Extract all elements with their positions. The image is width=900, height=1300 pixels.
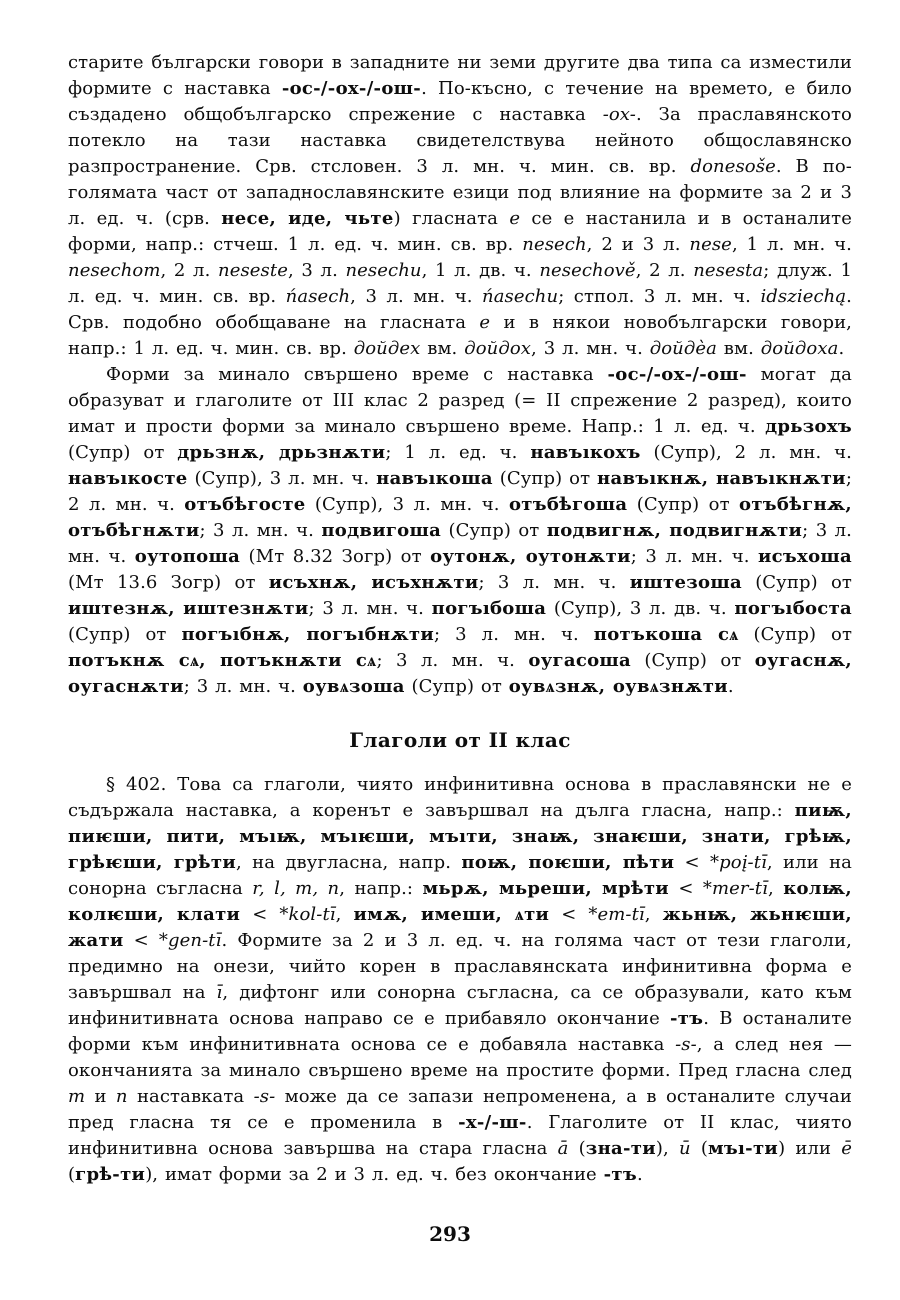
old-cyrillic-text: пиѭ, пиѥши, пити, мъıѭ, мъıѥши, мъıти, знаѭ, знаѥши, знати, грѣѭ, грѣѥши, грѣти <box>68 800 852 873</box>
body-text: ( <box>568 1138 586 1159</box>
italic-text: -s- <box>675 1034 697 1055</box>
italic-text: ńasechu <box>482 286 559 307</box>
body-text: . В останалите форми към инфинитивната основа се е добавяла наставка <box>68 1008 853 1055</box>
italic-text: nese <box>689 234 732 255</box>
body-text: . Формите за 2 и 3 л. ед. ч. на голяма част от тези глаголи, предимно на онези, чийто корен в праславянската инфинитивна форма е завършвал на <box>68 930 852 1003</box>
body-text: ; 1 л. ед. ч. <box>385 442 531 463</box>
body-text: може да се запази непроменена, а в останалите случаи пред гласна тя се е променила в <box>68 1086 852 1133</box>
body-text: (Супр), 3 л. мн. ч. <box>305 494 509 515</box>
old-cyrillic-text: -х-/-ш- <box>458 1112 527 1133</box>
old-cyrillic-text: поѭ, поѥши, пѣти <box>461 852 675 873</box>
body-text: (Супр) от <box>441 520 547 541</box>
body-text: < <box>668 878 703 899</box>
italic-text: nesechově <box>539 260 636 281</box>
italic-text: -ox- <box>602 104 636 125</box>
body-text: ; 3 л. мн. ч. <box>68 520 852 567</box>
body-text: , а след нея — окончанията за минало свършено време на простите форми. Пред гласна след <box>68 1034 853 1081</box>
italic-text: е <box>479 312 491 333</box>
body-text: ; 3 л. мн. ч. <box>478 572 630 593</box>
old-cyrillic-text: навъıкосте <box>68 468 188 489</box>
old-cyrillic-text: оутонѫ, оутонѫти <box>430 546 631 567</box>
italic-text: idsziechą <box>760 286 847 307</box>
italic-text: ū <box>679 1138 691 1159</box>
body-text: , или на сонорна съгласна <box>68 852 852 899</box>
body-text: , 1 л. мн. ч. <box>731 234 852 255</box>
italic-text: nesech <box>522 234 587 255</box>
old-cyrillic-text: имѫ, имеши, ѧти <box>353 904 550 925</box>
body-text: < <box>674 852 711 873</box>
old-cyrillic-text: оувѧзоша <box>302 676 405 697</box>
body-text: ; 3 л. мн. ч. <box>183 676 303 697</box>
body-text: (Мт 13.6 Зогр) от <box>68 572 269 593</box>
body-text: < <box>240 904 280 925</box>
body-text: ; 3 л. мн. ч. <box>199 520 322 541</box>
body-text: (Супр) от <box>68 624 182 645</box>
italic-text: -s- <box>253 1086 276 1107</box>
old-cyrillic-text: погъıбоста <box>734 598 852 619</box>
body-text: старите български говори в западните ни земи другите два типа са изместили формите с наставка <box>68 52 852 99</box>
old-cyrillic-text: -тъ <box>669 1008 704 1029</box>
body-text: (Супр) от <box>627 494 740 515</box>
body-text: , 3 л. мн. ч. <box>531 338 650 359</box>
body-text: ; 3 л. мн. ч. <box>376 650 529 671</box>
italic-text: *poį-tī <box>710 852 767 873</box>
body-text: , 3 л. <box>287 260 346 281</box>
paragraph <box>68 362 852 700</box>
italic-text: дойдох <box>464 338 532 359</box>
italic-text: m <box>68 1086 86 1107</box>
old-cyrillic-text: -ос-/-ох-/-ош- <box>281 78 422 99</box>
old-cyrillic-text: отъбѣгосте <box>184 494 306 515</box>
italic-text: nesechu <box>345 260 422 281</box>
page-number: 293 <box>429 1222 471 1246</box>
italic-text: n <box>115 1086 128 1107</box>
old-cyrillic-text: дрьзнѫ, дрьзнѫти <box>177 442 386 463</box>
italic-text: *kol-tī <box>279 904 336 925</box>
body-text: ) гласната <box>393 208 510 229</box>
italic-text: дойдоха <box>760 338 839 359</box>
body-text: . За праславянското потекло на тази наставка свидетелствува нейното общославянско разпространение. Срв. стсловен. 3 л. мн. ч. мин. св. вр. <box>68 104 852 177</box>
body-text: , 1 л. дв. ч. <box>421 260 540 281</box>
italic-text: *mer-tī <box>702 878 768 899</box>
italic-text: donesoše <box>690 156 776 177</box>
italic-text: ńasech <box>285 286 351 307</box>
italic-text: *em-tī <box>588 904 645 925</box>
old-cyrillic-text: жьнѭ, жьнѥши, жати <box>68 904 853 951</box>
body-text: наставката <box>127 1086 254 1107</box>
old-cyrillic-text: навъıкохъ <box>530 442 641 463</box>
old-cyrillic-text: дрьзохъ <box>765 416 852 437</box>
italic-text: дойдех <box>353 338 421 359</box>
old-cyrillic-text: навъıкнѫ, навъıкнѫти <box>597 468 846 489</box>
body-text: , 3 л. мн. ч. <box>350 286 482 307</box>
body-text: ), имат форми за 2 и 3 л. ед. ч. без окончание <box>145 1164 604 1185</box>
body-text: (Супр), 2 л. мн. ч. <box>640 442 852 463</box>
body-text: и <box>85 1086 116 1107</box>
body-text: ; 3 л. мн. ч. <box>630 546 759 567</box>
body-text: Форми за минало свършено време с наставка <box>106 364 608 385</box>
body-text: ( <box>690 1138 708 1159</box>
body-text: (Супр) от <box>631 650 755 671</box>
italic-text: ē <box>841 1138 852 1159</box>
body-text: ), <box>655 1138 680 1159</box>
body-text: (Супр), 3 л. мн. ч. <box>187 468 377 489</box>
body-text: . По-късно, с течение на времето, е било създадено общобългарско спрежение с наставка <box>68 78 852 125</box>
old-cyrillic-text: зна-ти <box>585 1138 656 1159</box>
body-text: (Супр), 3 л. дв. ч. <box>546 598 735 619</box>
body-text: (Мт 8.32 Зогр) от <box>240 546 431 567</box>
old-cyrillic-text: оугасоша <box>528 650 632 671</box>
old-cyrillic-text: подвигоша <box>321 520 442 541</box>
body-text: вм. <box>420 338 465 359</box>
old-cyrillic-text: исъхоша <box>758 546 852 567</box>
old-cyrillic-text: оугаснѫ, оугаснѫти <box>68 650 852 697</box>
body-text: . <box>838 338 845 359</box>
body-text: (Супр) от <box>404 676 509 697</box>
body-text: , 2 л. <box>160 260 219 281</box>
body-text: . <box>727 676 734 697</box>
old-cyrillic-text: мьрѫ, мьреши, мрѣти <box>422 878 669 899</box>
body-text: (Супр) от <box>492 468 598 489</box>
italic-text: е <box>509 208 521 229</box>
old-cyrillic-text: навъıкоша <box>376 468 493 489</box>
old-cyrillic-text: оувѧзнѫ, оувѧзнѫти <box>508 676 728 697</box>
body-text: , на двугласна, напр. <box>236 852 462 873</box>
body-text: , <box>335 904 354 925</box>
body-text: ; длуж. 1 л. ед. ч. мин. св. вр. <box>68 260 853 307</box>
body-text: (Супр) от <box>741 572 852 593</box>
body-text: ( <box>68 1164 76 1185</box>
old-cyrillic-text: оутопоша <box>134 546 241 567</box>
old-cyrillic-text: иштезоша <box>629 572 742 593</box>
body-text: < <box>549 904 589 925</box>
old-cyrillic-text: иштезнѫ, иштезнѫти <box>68 598 309 619</box>
body-text: , напр.: <box>339 878 423 899</box>
body-text: могат да образуват и глаголите от III клас 2 разред (= II спрежение 2 разред), които имат и прости форми за минало свършено време. Напр.: 1 л. ед. ч. <box>68 364 852 437</box>
old-cyrillic-text: погъıбнѫ, погъıбнѫти <box>181 624 435 645</box>
body-text: ; стпол. 3 л. мн. ч. <box>558 286 761 307</box>
italic-text: дойдѐа <box>649 338 717 359</box>
body-text: , 2 и 3 л. <box>586 234 690 255</box>
body-text: . Срв. подобно обобщаване на гласната <box>68 286 852 333</box>
body-text: ; 3 л. мн. ч. <box>434 624 594 645</box>
italic-text: neseste <box>218 260 288 281</box>
old-cyrillic-text: потъкоша сѧ <box>593 624 739 645</box>
body-text: , <box>767 878 784 899</box>
old-cyrillic-text: погъıбоша <box>431 598 547 619</box>
old-cyrillic-text: -тъ <box>603 1164 637 1185</box>
body-text: се е настанила и в останалите форми, напр.: стчеш. 1 л. ед. ч. мин. св. вр. <box>68 208 852 255</box>
old-cyrillic-text: исъхнѫ, исъхнѫти <box>268 572 479 593</box>
page-body <box>68 50 852 1188</box>
italic-text: ā <box>557 1138 569 1159</box>
body-text: , <box>644 904 663 925</box>
old-cyrillic-text: несе, иде, чьте <box>221 208 394 229</box>
body-text: (Супр) от <box>738 624 853 645</box>
italic-text: nesechom <box>68 260 161 281</box>
old-cyrillic-text: потъкнѫ сѧ, потъкнѫти сѧ <box>68 650 377 671</box>
paragraph <box>68 772 852 1188</box>
old-cyrillic-text: подвигнѫ, подвигнѫти <box>546 520 803 541</box>
italic-text: r, l, m, n <box>252 878 340 899</box>
body-text: , 2 л. <box>635 260 694 281</box>
italic-text: nesesta <box>693 260 764 281</box>
body-text: ; 2 л. мн. ч. <box>68 468 853 515</box>
body-text: . В по-голямата част от западнославянските езици под влияние на формите за 2 и 3 л. ед. ч. (срв. <box>68 156 852 229</box>
old-cyrillic-text: грѣ-ти <box>75 1164 146 1185</box>
body-text: ; 3 л. мн. ч. <box>308 598 432 619</box>
section-heading: Глаголи от II клас <box>349 728 571 752</box>
body-text: (Супр) от <box>68 442 178 463</box>
body-text: , дифтонг или сонорна съгласна, са се образували, като към инфинитивната основа направо се е прибавяло окончание <box>68 982 852 1029</box>
body-text: . Глаголите от II клас, чиято инфинитивна основа завършва на стара гласна <box>68 1112 852 1159</box>
body-text: вм. <box>716 338 761 359</box>
paragraph <box>68 50 852 362</box>
old-cyrillic-text: -ос-/-ох-/-ош- <box>607 364 747 385</box>
old-cyrillic-text: мъı-ти <box>708 1138 779 1159</box>
body-text: ) или <box>778 1138 842 1159</box>
italic-text: ī <box>216 982 223 1003</box>
italic-text: *gen-tī <box>158 930 222 951</box>
body-text: . <box>636 1164 643 1185</box>
old-cyrillic-text: отъбѣгнѫ, отъбѣгнѫти <box>68 494 852 541</box>
body-text: < <box>123 930 159 951</box>
body-text: и в някои новобългарски говори, напр.: 1 л. ед. ч. мин. св. вр. <box>68 312 852 359</box>
old-cyrillic-text: колѭ, колѥши, клати <box>68 878 853 925</box>
body-text: § 402. Това са глаголи, чиято инфинитивна основа в праславянски не е съдържала наставка, а коренът е завършвал на дълга гласна, напр.: <box>68 774 852 821</box>
old-cyrillic-text: отъбѣгоша <box>508 494 628 515</box>
